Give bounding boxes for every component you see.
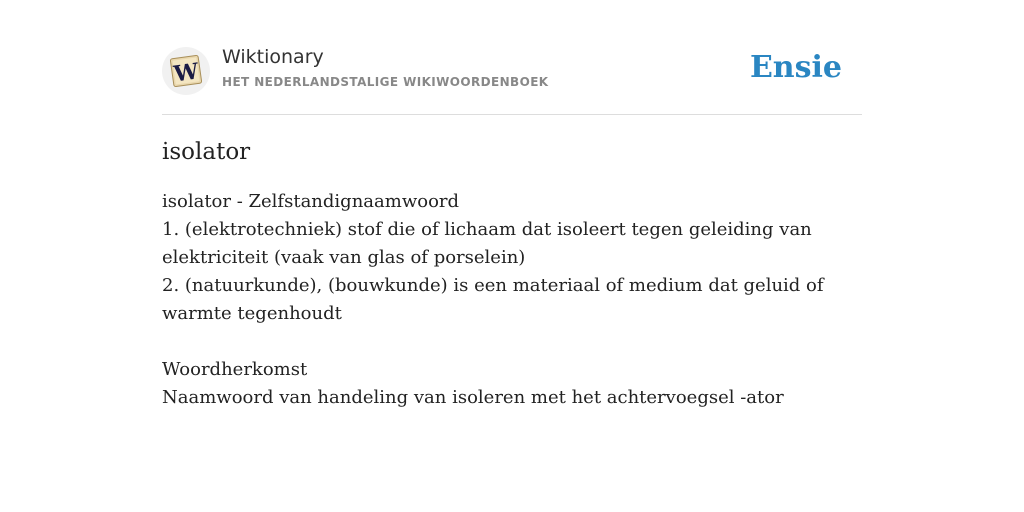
wiktionary-logo-icon[interactable] bbox=[162, 47, 210, 95]
definition-2: 2. (natuurkunde), (bouwkunde) is een materiaal of medium dat geluid of warmte tegenhoudt bbox=[162, 275, 824, 324]
ensie-brand-link[interactable]: Ensie bbox=[749, 50, 842, 85]
svg-text:W: W bbox=[172, 58, 201, 88]
definition-1: 1. (elektrotechniek) stof die of lichaam dat isoleert tegen geleiding van elektriciteit (vaak van glas of porselein) bbox=[162, 219, 812, 268]
etymology-text: Naamwoord van handeling van isoleren met het achtervoegsel -ator bbox=[162, 387, 784, 408]
part-of-speech-line: isolator - Zelfstandignaamwoord bbox=[162, 191, 460, 212]
site-header bbox=[162, 44, 862, 115]
site-subtitle: HET NEDERLANDSTALIGE WIKIWOORDENBOEK bbox=[222, 75, 549, 89]
entry-content bbox=[162, 136, 862, 412]
site-title[interactable]: Wiktionary bbox=[222, 46, 324, 68]
etymology-heading: Woordherkomst bbox=[162, 359, 308, 380]
page-title: isolator bbox=[162, 139, 251, 165]
section-spacer bbox=[162, 328, 862, 356]
